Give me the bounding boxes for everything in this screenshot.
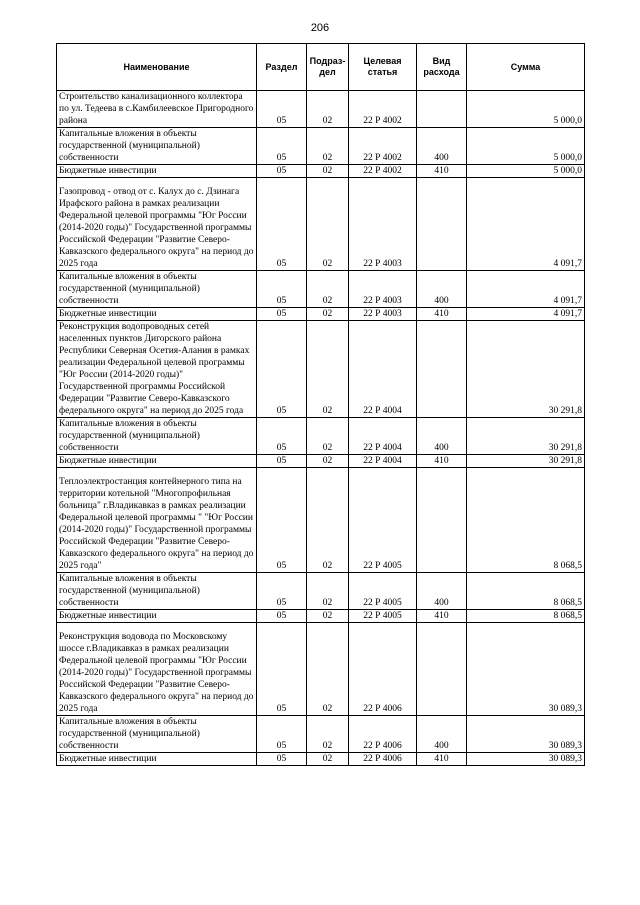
row-target-cell: 22 Р 4003 (349, 308, 417, 321)
row-section-cell: 05 (257, 610, 307, 623)
header-subsection: Подраз-дел (307, 44, 349, 91)
row-target-cell: 22 Р 4002 (349, 165, 417, 178)
row-target-cell: 22 Р 4005 (349, 468, 417, 573)
row-name-cell: Бюджетные инвестиции (57, 455, 257, 468)
header-name: Наименование (57, 44, 257, 91)
row-type-cell: 400 (417, 418, 467, 455)
row-target-cell: 22 Р 4004 (349, 321, 417, 418)
row-name-cell: Теплоэлектростанция контейнерного типа на территории котельной "Многопрофильная больница" г.Владикавказ в рамках реализации Федеральной целевой программы " "Юг России (2014-2020 годы)" Государственной программы Российской Федерации "Развитие Северо-Кавказского федерального округа" на период до 2025 года" (57, 468, 257, 573)
row-section-cell: 05 (257, 468, 307, 573)
row-subsection-cell: 02 (307, 308, 349, 321)
table-row (57, 716, 585, 753)
row-section-cell: 05 (257, 753, 307, 766)
row-target-cell: 22 Р 4002 (349, 128, 417, 165)
row-sum-cell: 8 068,5 (467, 573, 585, 610)
row-section-cell: 05 (257, 418, 307, 455)
row-subsection-cell: 02 (307, 610, 349, 623)
row-name-cell: Бюджетные инвестиции (57, 165, 257, 178)
row-sum-cell: 4 091,7 (467, 271, 585, 308)
header-type: Вид расхода (417, 44, 467, 91)
row-type-cell: 400 (417, 271, 467, 308)
table-row (57, 455, 585, 468)
row-target-cell: 22 Р 4005 (349, 610, 417, 623)
row-name-cell: Бюджетные инвестиции (57, 753, 257, 766)
row-type-cell: 410 (417, 308, 467, 321)
row-sum-cell: 30 089,3 (467, 716, 585, 753)
row-name-cell: Строительство канализационного коллектора по ул. Тедеева в с.Камбилеевское Пригородного района (57, 91, 257, 128)
row-section-cell: 05 (257, 165, 307, 178)
table-row (57, 753, 585, 766)
table-row (57, 178, 585, 271)
row-subsection-cell: 02 (307, 716, 349, 753)
row-type-cell: 410 (417, 753, 467, 766)
row-subsection-cell: 02 (307, 128, 349, 165)
row-type-cell: 400 (417, 128, 467, 165)
row-type-cell (417, 321, 467, 418)
row-section-cell: 05 (257, 308, 307, 321)
row-sum-cell: 30 089,3 (467, 753, 585, 766)
table-row (57, 468, 585, 573)
row-sum-cell: 4 091,7 (467, 308, 585, 321)
row-target-cell: 22 Р 4003 (349, 271, 417, 308)
table-row (57, 271, 585, 308)
row-name-cell: Капитальные вложения в объекты государственной (муниципальной) собственности (57, 716, 257, 753)
row-sum-cell: 4 091,7 (467, 178, 585, 271)
row-sum-cell: 5 000,0 (467, 165, 585, 178)
row-sum-cell: 5 000,0 (467, 91, 585, 128)
row-name-cell: Капитальные вложения в объекты государственной (муниципальной) собственности (57, 573, 257, 610)
row-subsection-cell: 02 (307, 573, 349, 610)
row-name-cell: Реконструкция водопроводных сетей населенных пунктов Дигорского района Республики Северная Осетия-Алания в рамках реализации Федеральной целевой программы "Юг России (2014-2020 годы)" Государственной программы Российской Федерации "Развитие Северо-Кавказского федерального округа" на период до 2025 года (57, 321, 257, 418)
row-subsection-cell: 02 (307, 418, 349, 455)
row-target-cell: 22 Р 4004 (349, 455, 417, 468)
table-row (57, 321, 585, 418)
row-target-cell: 22 Р 4006 (349, 753, 417, 766)
row-target-cell: 22 Р 4002 (349, 91, 417, 128)
row-name-cell: Газопровод - отвод от с. Калух до с. Дзинага Ирафского района в рамках реализации Федеральной целевой программы "Юг России (2014-2020 годы)" Государственной программы Российской Федерации "Развитие Северо-Кавказского федерального округа" на период до 2025 года (57, 178, 257, 271)
row-subsection-cell: 02 (307, 455, 349, 468)
row-subsection-cell: 02 (307, 165, 349, 178)
row-type-cell: 410 (417, 610, 467, 623)
row-type-cell (417, 468, 467, 573)
table-row (57, 418, 585, 455)
table-header-row (57, 44, 585, 91)
budget-table (56, 43, 585, 766)
table-row (57, 165, 585, 178)
row-sum-cell: 5 000,0 (467, 128, 585, 165)
row-name-cell: Капитальные вложения в объекты государственной (муниципальной) собственности (57, 418, 257, 455)
row-target-cell: 22 Р 4003 (349, 178, 417, 271)
row-section-cell: 05 (257, 455, 307, 468)
row-section-cell: 05 (257, 91, 307, 128)
table-row (57, 91, 585, 128)
row-name-cell: Реконструкция водовода по Московскому шоссе г.Владикавказ в рамках реализации Федеральной целевой программы "Юг России (2014-2020 годы)" Государственной программы Российской Федерации "Развитие Северо-Кавказского федерального округа" на период до 2025 года (57, 623, 257, 716)
page-number: 206 (310, 22, 330, 34)
table-row (57, 610, 585, 623)
row-target-cell: 22 Р 4004 (349, 418, 417, 455)
row-sum-cell: 30 291,8 (467, 321, 585, 418)
row-target-cell: 22 Р 4005 (349, 573, 417, 610)
row-type-cell (417, 91, 467, 128)
row-type-cell (417, 178, 467, 271)
row-name-cell: Бюджетные инвестиции (57, 610, 257, 623)
row-type-cell: 410 (417, 165, 467, 178)
row-sum-cell: 30 291,8 (467, 455, 585, 468)
header-section: Раздел (257, 44, 307, 91)
row-section-cell: 05 (257, 623, 307, 716)
row-section-cell: 05 (257, 716, 307, 753)
row-name-cell: Капитальные вложения в объекты государственной (муниципальной) собственности (57, 271, 257, 308)
row-subsection-cell: 02 (307, 468, 349, 573)
row-section-cell: 05 (257, 271, 307, 308)
table-row (57, 308, 585, 321)
row-type-cell: 410 (417, 455, 467, 468)
row-type-cell (417, 623, 467, 716)
row-name-cell: Бюджетные инвестиции (57, 308, 257, 321)
table-row (57, 573, 585, 610)
row-sum-cell: 8 068,5 (467, 610, 585, 623)
row-type-cell: 400 (417, 573, 467, 610)
row-sum-cell: 8 068,5 (467, 468, 585, 573)
header-target: Целевая статья (349, 44, 417, 91)
row-section-cell: 05 (257, 128, 307, 165)
row-target-cell: 22 Р 4006 (349, 716, 417, 753)
row-sum-cell: 30 089,3 (467, 623, 585, 716)
row-sum-cell: 30 291,8 (467, 418, 585, 455)
row-subsection-cell: 02 (307, 271, 349, 308)
row-section-cell: 05 (257, 321, 307, 418)
row-subsection-cell: 02 (307, 321, 349, 418)
header-sum: Сумма (467, 44, 585, 91)
row-section-cell: 05 (257, 573, 307, 610)
table-row (57, 623, 585, 716)
row-name-cell: Капитальные вложения в объекты государственной (муниципальной) собственности (57, 128, 257, 165)
row-subsection-cell: 02 (307, 753, 349, 766)
row-subsection-cell: 02 (307, 623, 349, 716)
row-section-cell: 05 (257, 178, 307, 271)
row-type-cell: 400 (417, 716, 467, 753)
row-target-cell: 22 Р 4006 (349, 623, 417, 716)
table-row (57, 128, 585, 165)
row-subsection-cell: 02 (307, 91, 349, 128)
row-subsection-cell: 02 (307, 178, 349, 271)
